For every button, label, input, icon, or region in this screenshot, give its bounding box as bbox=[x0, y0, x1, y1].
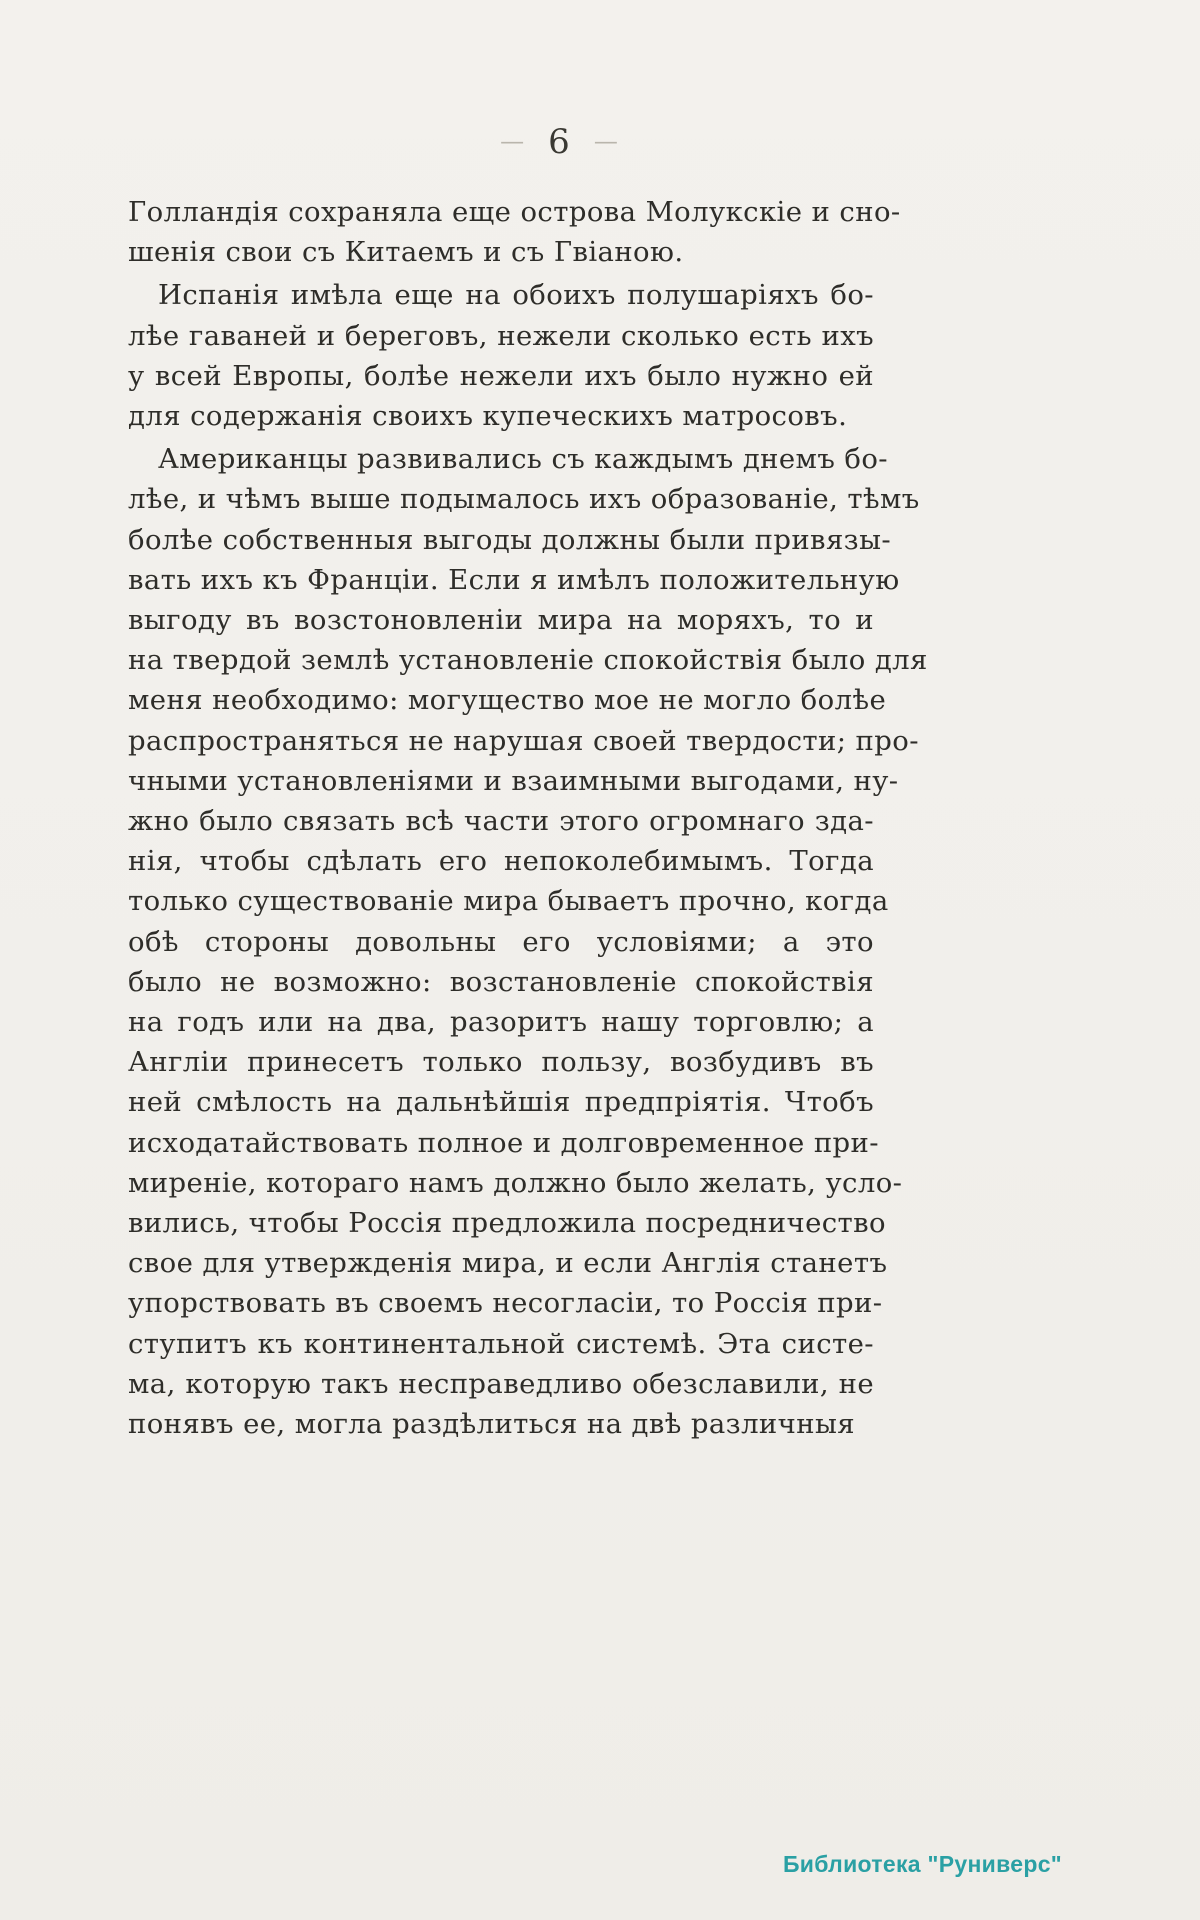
text-line: лѣе гаваней и береговъ, нежели сколько есть ихъ bbox=[128, 319, 874, 352]
text-line: болѣе собственныя выгоды должны были привязы- bbox=[128, 523, 892, 556]
text-line: для содержанія своихъ купеческихъ матросовъ. bbox=[128, 400, 848, 433]
text-line: свое для утвержденія мира, и если Англія станетъ bbox=[128, 1247, 888, 1280]
text-line: шенія свои съ Китаемъ и съ Гвіаною. bbox=[128, 236, 684, 269]
text-line: выгоду въ возстоновленіи мира на моряхъ, то и bbox=[128, 604, 874, 637]
text-line: на годъ или на два, разоритъ нашу торговлю; а bbox=[128, 1006, 874, 1039]
text-line: на твердой землѣ установленіе спокойствія было для bbox=[128, 644, 928, 677]
text-line: было не возможно: возстановленіе спокойствія bbox=[128, 965, 874, 998]
text-line: меня необходимо: могущество мое не могло болѣе bbox=[128, 684, 887, 717]
text-line: Голландія сохраняла еще острова Молукскіе и сно- bbox=[128, 196, 901, 228]
text-line: вились, чтобы Россія предложила посредничество bbox=[128, 1207, 887, 1240]
header-dash-right: — bbox=[593, 127, 620, 155]
text-line: миреніе, котораго намъ должно было желать, усло- bbox=[128, 1166, 903, 1199]
text-line: исходатайствовать полное и долговременное при- bbox=[128, 1126, 879, 1159]
header-dash-left: — bbox=[500, 127, 527, 155]
text-line: жно было связать всѣ части этого огромнаго зда- bbox=[128, 805, 874, 838]
text-line: обѣ стороны довольны его условіями; а это bbox=[128, 925, 874, 958]
text-line: упорствовать въ своемъ несогласіи, то Россія при- bbox=[128, 1287, 883, 1320]
page-header bbox=[0, 122, 1120, 162]
text-line: ма, которую такъ несправедливо обезславили, не bbox=[128, 1367, 874, 1400]
paragraph bbox=[128, 439, 928, 1444]
text-line: ней смѣлость на дальнѣйшія предпріятія. Чтобъ bbox=[128, 1086, 874, 1119]
paragraph bbox=[128, 192, 901, 272]
text-block bbox=[128, 192, 928, 1447]
page-number: 6 bbox=[548, 122, 572, 162]
text-line: только существованіе мира бываетъ прочно, когда bbox=[128, 885, 889, 918]
text-line: лѣе, и чѣмъ выше подымалось ихъ образованіе, тѣмъ bbox=[128, 483, 920, 516]
text-line: вать ихъ къ Франціи. Если я имѣлъ положительную bbox=[128, 563, 900, 596]
text-line: чными установленіями и взаимными выгодами, ну- bbox=[128, 764, 899, 797]
library-watermark: Библиотека "Руниверс" bbox=[782, 1851, 1062, 1877]
text-line: Американцы развивались съ каждымъ днемъ бо- bbox=[158, 443, 888, 476]
paragraph bbox=[128, 275, 874, 436]
text-line: Англіи принесетъ только пользу, возбудивъ въ bbox=[128, 1046, 874, 1079]
text-line: нія, чтобы сдѣлать его непоколебимымъ. Тогда bbox=[128, 845, 874, 878]
text-line: распространяться не нарушая своей твердости; про- bbox=[128, 724, 919, 757]
text-line: Испанія имѣла еще на обоихъ полушаріяхъ бо- bbox=[158, 279, 874, 312]
text-line: ступитъ къ континентальной системѣ. Эта систе- bbox=[128, 1327, 874, 1360]
text-line: понявъ ее, могла раздѣлиться на двѣ различныя bbox=[128, 1408, 856, 1441]
text-line: у всей Европы, болѣе нежели ихъ было нужно ей bbox=[128, 359, 874, 392]
